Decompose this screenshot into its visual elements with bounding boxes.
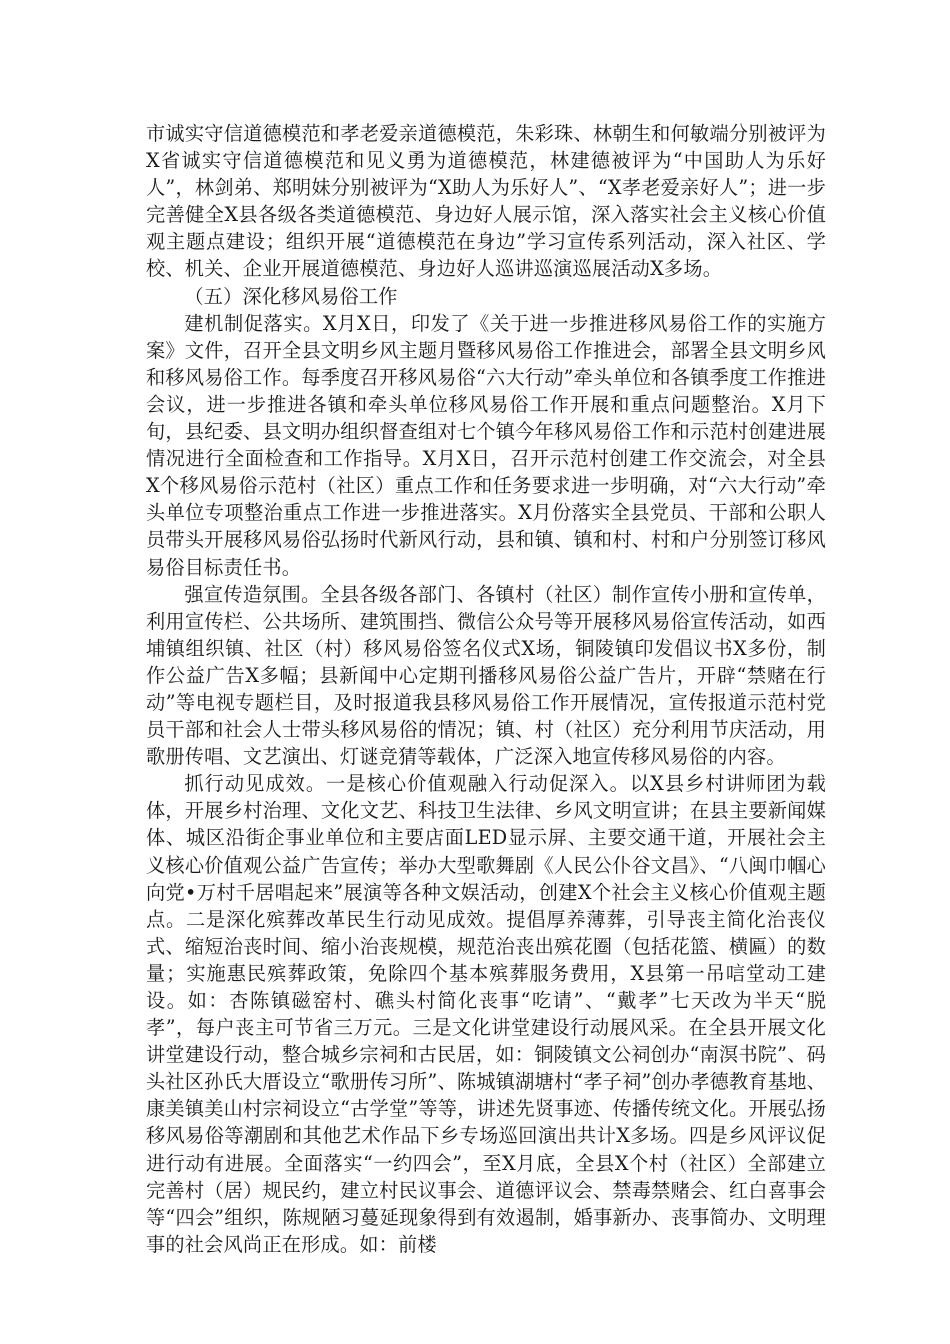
paragraph-action: 抓行动见成效。一是核心价值观融入行动促深入。以X县乡村讲师团为载体，开展乡村治理、文化文艺、科技卫生法律、乡风文明宣讲；在县主要新闻媒体、城区沿街企事业单位和主要店面LED显示屏、主要交通干道，开展社会主义核心价值观公益广告宣传；举办大型歌舞剧《人民公仆谷文昌》、“八闽巾帼心向党•万村千居唱起来”展演等各种文娱活动，创建X个社会主义核心价值观主题点。二是深化殡葬改革民生行动见成效。提倡厚养薄葬，引导丧主简化治丧仪式、缩短治丧时间、缩小治丧规模，规范治丧出殡花圈（包括花篮、横匾）的数量；实施惠民殡葬政策，免除四个基本殡葬服务费用，X县第一吊唁堂动工建设。如：杏陈镇磁窑村、礁头村简化丧事“吃请”、“戴孝”七天改为半天“脱孝”，每户丧主可节省三万元。三是文化讲堂建设行动展风采。在全县开展文化讲堂建设行动，整合城乡宗祠和古民居，如：铜陵镇文公祠创办“南溟书院”、码头社区孙氏大厝设立“歌册传习所”、陈城镇湖塘村“孝子祠”创办孝德教育基地、康美镇美山村宗祠设立“古学堂”等等，讲述先贤事迹、传播传统文化。开展弘扬移风易俗等潮剧和其他艺术作品下乡专场巡回演出共计X多场。四是乡风评议促进行动有进展。全面落实“一约四会”，至X月底，全县X个村（社区）全部建立完善村（居）规民约，建立村民议事会、道德评议会、禁毒禁赌会、红白喜事会等“四会”组织，陈规陋习蔓延现象得到有效遏制，婚事新办、丧事简办、文明理事的社会风尚正在形成。如：前楼 [146,772,826,1256]
paragraph-publicity: 强宣传造氛围。全县各级各部门、各镇村（社区）制作宣传小册和宣传单，利用宣传栏、公共场所、建筑围挡、微信公众号等开展移风易俗宣传活动，如西埔镇组织镇、社区（村）移风易俗签名仪式X场，铜陵镇印发倡议书X多份，制作公益广告X多幅；县新闻中心定期刊播移风易俗公益广告片，开辟“禁赌在行动”等电视专题栏目，及时报道我县移风易俗工作开展情况，宣传报道示范村党员干部和社会人士带头移风易俗的情况；镇、村（社区）充分利用节庆活动，用歌册传唱、文艺演出、灯谜竞猜等载体，广泛深入地宣传移风易俗的内容。 [146,582,826,769]
continued-paragraph: 市诚实守信道德模范和孝老爱亲道德模范，朱彩珠、林朝生和何敏端分别被评为X省诚实守信道德模范和见义勇为道德模范，林建德被评为“中国助人为乐好人”，林剑弟、郑明妹分别被评为“X助人为乐好人”、“X孝老爱亲好人”；进一步完善健全X县各级各类道德模范、身边好人展示馆，深入落实社会主义核心价值观主题点建设；组织开展“道德模范在身边”学习宣传系列活动，深入社区、学校、机关、企业开展道德模范、身边好人巡讲巡演巡展活动X多场。 [146,122,826,281]
document-body [146,120,826,1258]
section-heading: （五）深化移风易俗工作 [184,284,398,308]
paragraph-mechanism: 建机制促落实。X月X日，印发了《关于进一步推进移风易俗工作的实施方案》文件，召开全县文明乡风主题月暨移风易俗工作推进会，部署全县文明乡风和移风易俗工作。每季度召开移风易俗“六大行动”牵头单位和各镇季度工作推进会议，进一步推进各镇和牵头单位移风易俗工作开展和重点问题整治。X月下旬，县纪委、县文明办组织督查组对七个镇今年移风易俗工作和示范村创建进展情况进行全面检查和工作指导。X月X日，召开示范村创建工作交流会，对全县X个移风易俗示范村（社区）重点工作和任务要求进一步明确，对“六大行动”牵头单位专项整治重点工作进一步推进落实。X月份落实全县党员、干部和公职人员带头开展移风易俗弘扬时代新风行动，县和镇、镇和村、村和户分别签订移风易俗目标责任书。 [146,311,826,579]
